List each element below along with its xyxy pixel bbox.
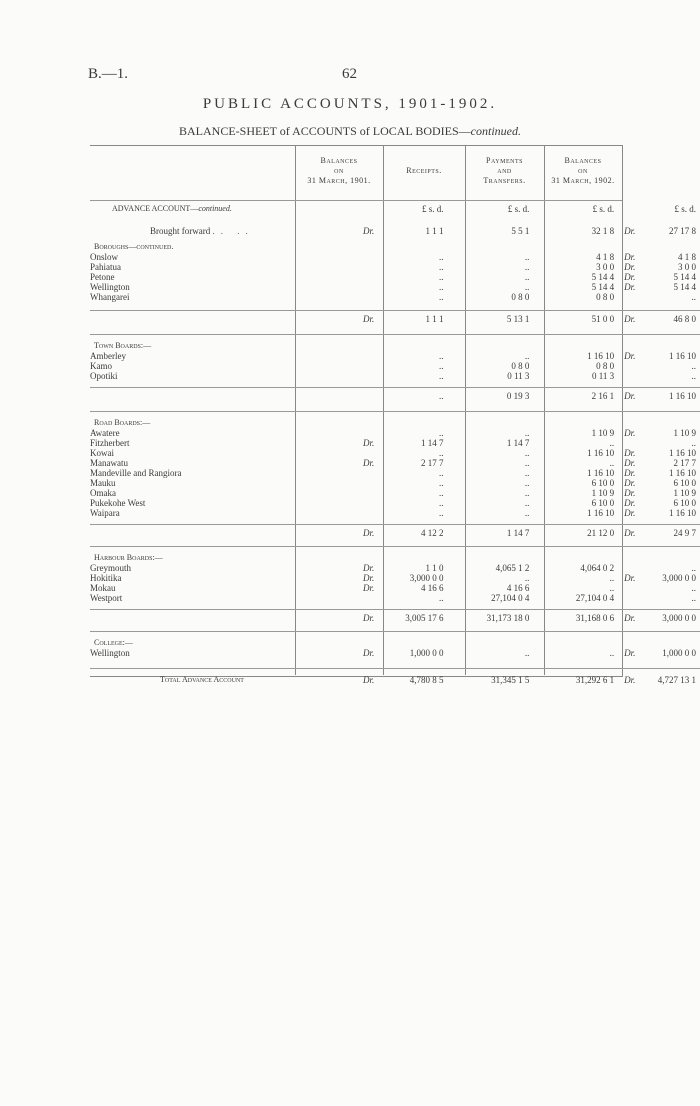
group-heading: Harbour Boards:— [90, 547, 700, 564]
units-label: £ s. d. [592, 204, 615, 214]
header-rule [90, 200, 622, 201]
document-title: PUBLIC ACCOUNTS, 1901-1902. [202, 96, 498, 112]
table-row: Pahiatua .. .. 3 0 0 Dr. 3 0 0 [90, 262, 696, 272]
table-row: Kamo .. 0 8 0 0 8 0 .. [90, 361, 696, 371]
table-row: Amberley .. .. 1 16 10 Dr. 1 16 10 [90, 351, 696, 361]
table-row: Whangarei .. 0 8 0 0 8 0 .. [90, 292, 696, 302]
table-row: Wellington .. .. 5 14 4 Dr. 5 14 4 [90, 282, 696, 292]
subtotal-row: Dr. 3,005 17 6 31,173 18 0 31,168 0 6 Dr. 3,000 0 0 [90, 610, 700, 624]
table-row: Manawatu Dr. 2 17 7 .. .. Dr. 2 17 7 [90, 458, 696, 468]
table-row: Pukekohe West .. .. 6 10 0 Dr. 6 10 0 [90, 498, 696, 508]
subtotal-row: .. 0 19 3 2 16 1 Dr. 1 16 10 [90, 388, 700, 402]
page-number: 62 [342, 66, 357, 82]
table-subtitle: BALANCE-SHEET of ACCOUNTS of LOCAL BODIES—continued. [179, 124, 521, 138]
table-row: Omaka .. .. 1 10 9 Dr. 1 10 9 [90, 488, 696, 498]
group-heading: Boroughs—continued. [94, 242, 174, 251]
table-row: Waipara .. .. 1 16 10 Dr. 1 16 10 [90, 508, 696, 518]
units-label: £ s. d. [422, 204, 444, 214]
table-row: Fitzherbert Dr. 1 14 7 1 14 7 .. .. [90, 438, 696, 448]
brought-forward-row: Brought forward .. .. Dr. 1 1 1 5 5 1 32 1 8 Dr. 27 17 8 [150, 226, 696, 236]
units-row [90, 204, 700, 214]
subtotal-row: Dr. 1 1 1 5 13 1 51 0 0 Dr. 46 8 0 [90, 311, 700, 325]
table-row: Opotiki .. 0 11 3 0 11 3 .. [90, 371, 696, 381]
balance-table [90, 204, 700, 685]
subtotal-row: Dr. 4 12 2 1 14 7 21 12 0 Dr. 24 9 7 [90, 525, 700, 539]
table-row: Awatere .. .. 1 10 9 Dr. 1 10 9 [90, 428, 696, 438]
table-row: Mandeville and Rangiora .. .. 1 16 10 Dr. 1 16 10 [90, 468, 696, 478]
group-heading: Town Boards:— [90, 335, 700, 352]
col-header-payments: Payments and Transfers. [483, 156, 526, 185]
col-header-receipts: Receipts. [406, 166, 442, 175]
units-label: £ s. d. [674, 204, 696, 214]
table-row: Westport .. 27,104 0 4 27,104 0 4 .. [90, 593, 696, 603]
table-row: Mauku .. .. 6 10 0 Dr. 6 10 0 [90, 478, 696, 488]
table-row: Petone .. .. 5 14 4 Dr. 5 14 4 [90, 272, 696, 282]
table-row: Onslow .. .. 4 1 8 Dr. 4 1 8 [90, 252, 696, 262]
table-row: Kowai .. .. 1 16 10 Dr. 1 16 10 [90, 448, 696, 458]
section-title: ADVANCE ACCOUNT—continued. [112, 204, 232, 213]
group-heading: College:— [90, 632, 700, 649]
page-reference: B.—1. [88, 66, 129, 82]
group-heading: Road Boards:— [90, 412, 700, 429]
table-row: Mokau Dr. 4 16 6 4 16 6 .. .. [90, 583, 696, 593]
table-row: Hokitika Dr. 3,000 0 0 .. .. Dr. 3,000 0 0 [90, 573, 696, 583]
units-label: £ s. d. [507, 204, 530, 214]
grand-total-row: Total Advance Account Dr. 4,780 8 5 31,345 1 5 31,292 6 1 Dr. 4,727 13 1 [90, 669, 700, 686]
table-row: Greymouth Dr. 1 1 0 4,065 1 2 4,064 0 2 .. [90, 563, 696, 573]
col-header-balances-1902: Balances on 31 March, 1902. [551, 156, 615, 185]
col-header-balances-1901: Balances on 31 March, 1901. [307, 156, 371, 185]
table-row: Wellington Dr. 1,000 0 0 .. .. Dr. 1,000 0 0 [90, 648, 696, 658]
